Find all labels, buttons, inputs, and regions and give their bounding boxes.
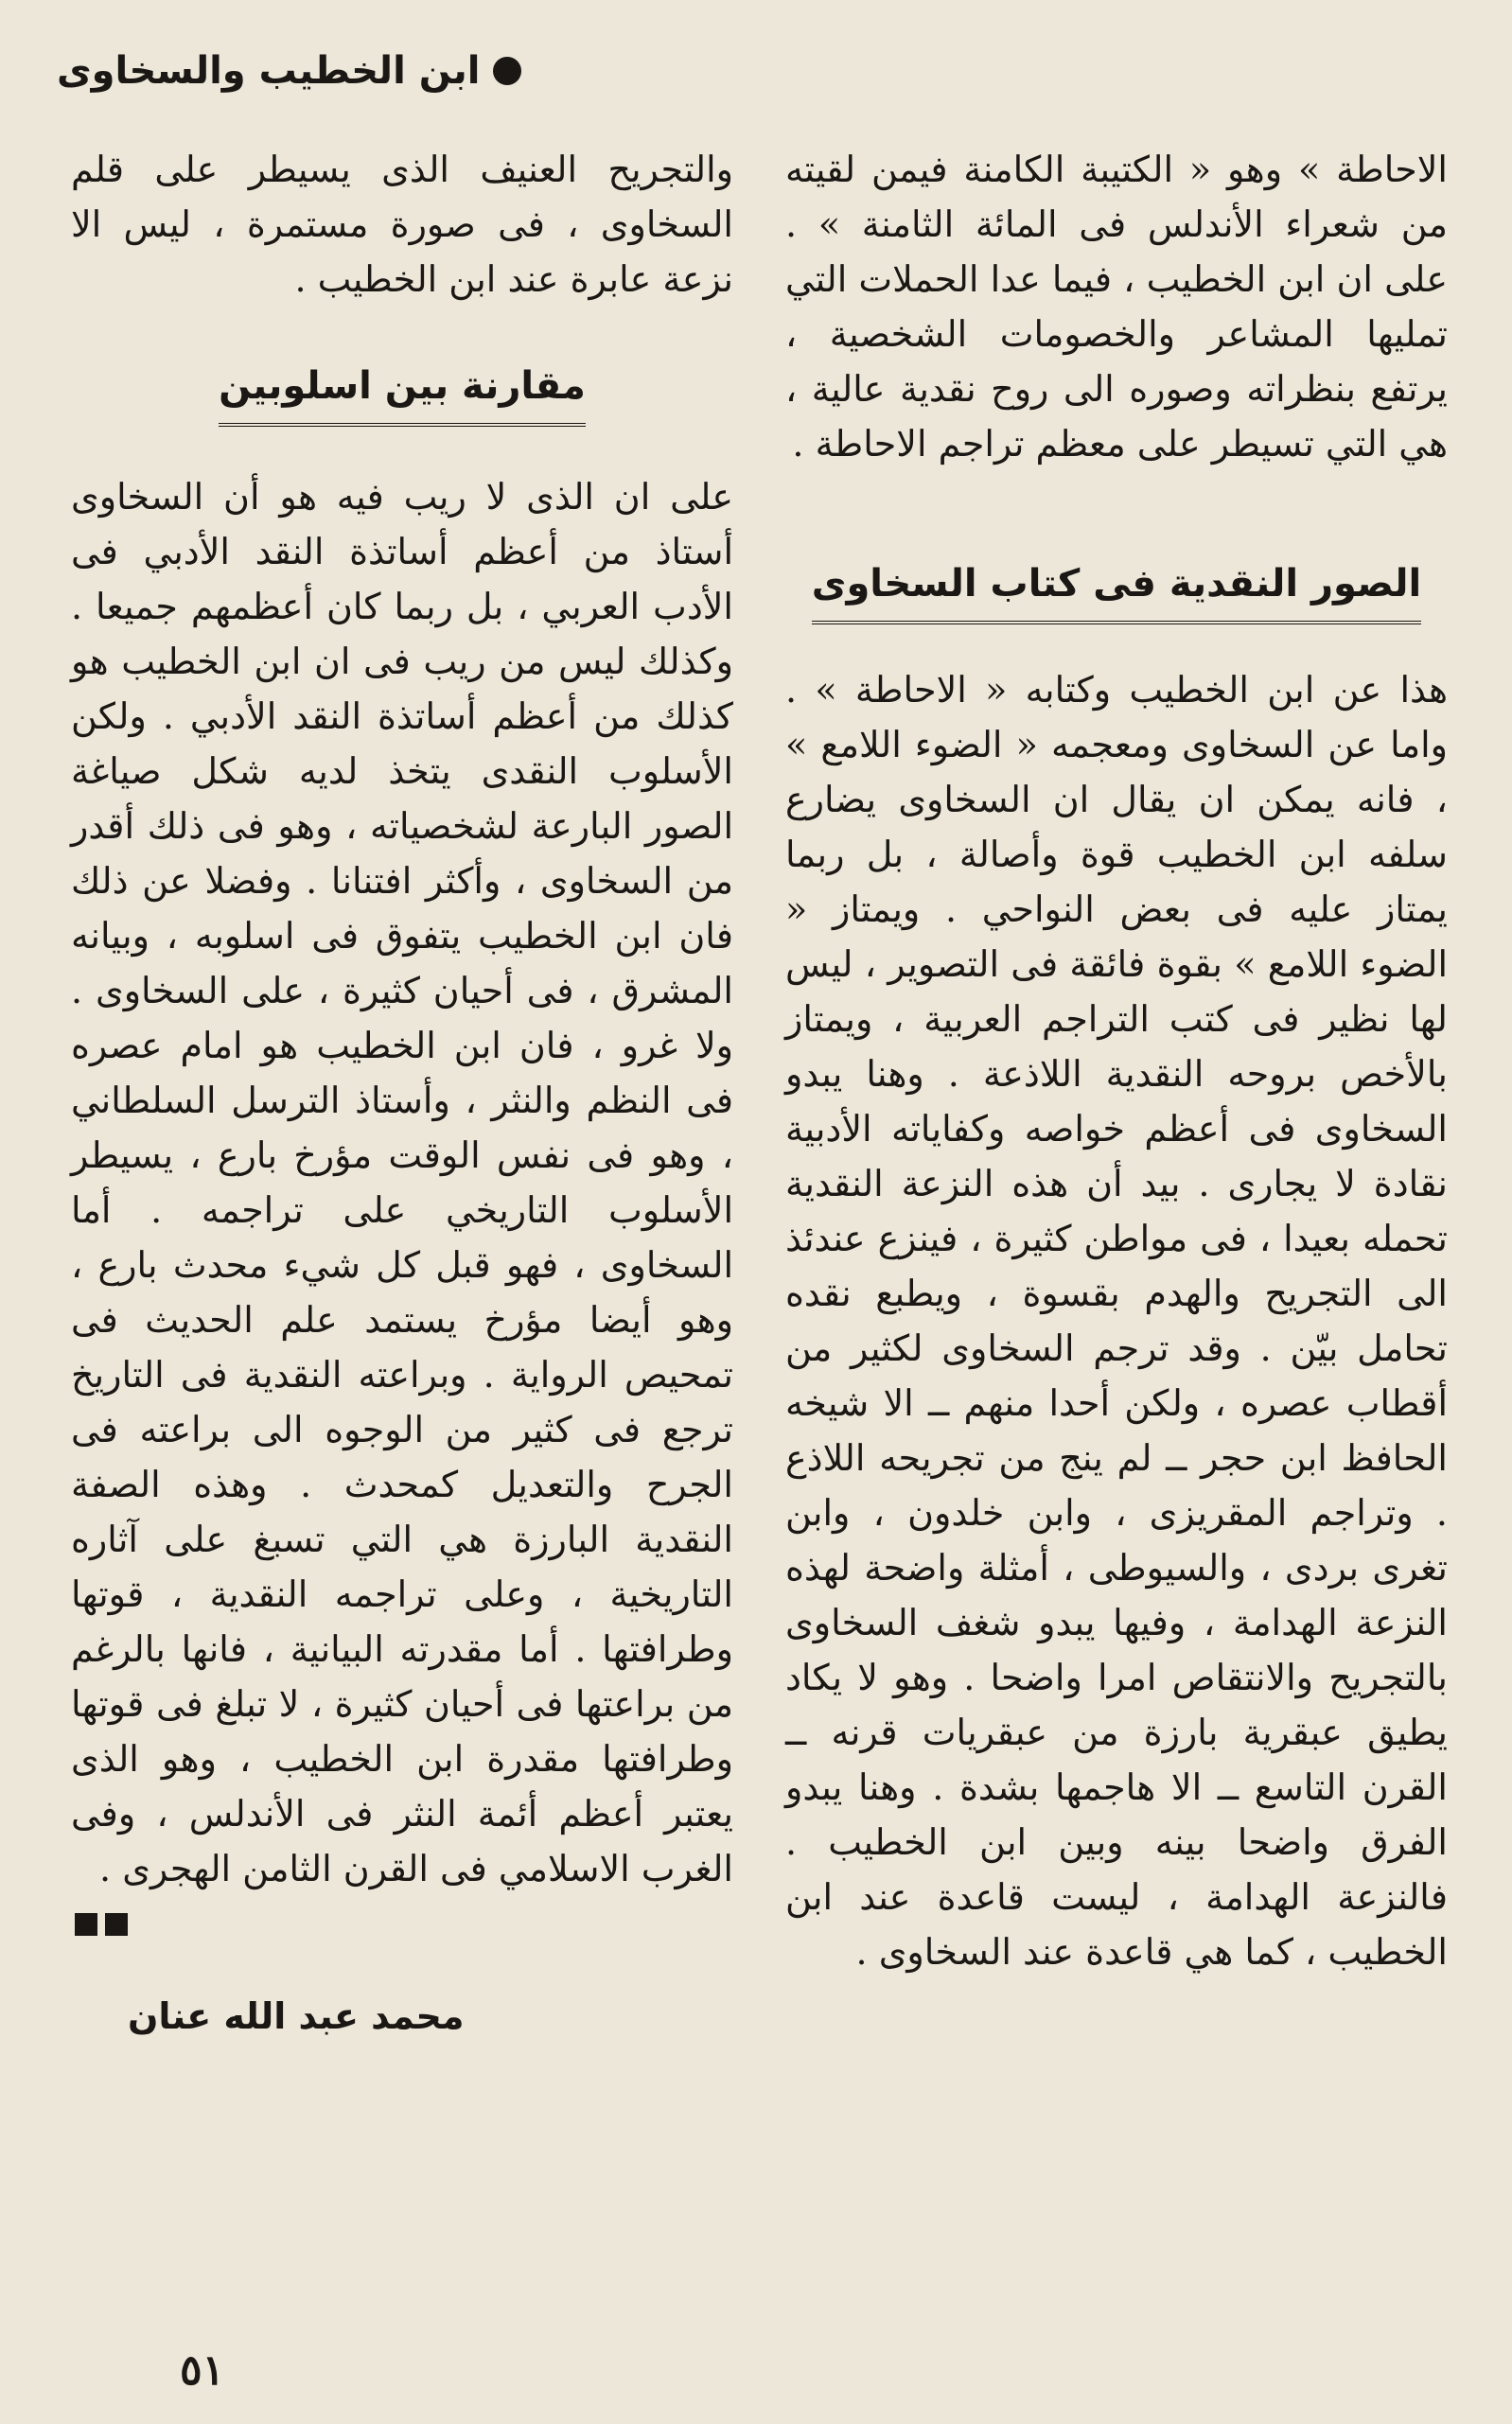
running-header-title: ابن الخطيب والسخاوى bbox=[57, 49, 481, 93]
end-of-article-icon bbox=[71, 1913, 128, 1936]
right-heading-wrap bbox=[785, 556, 1448, 624]
left-body-paragraph: على ان الذى لا ريب فيه هو أن السخاوى أستاذ من أعظم أساتذة النقد الأدبي فى الأدب العربي ، بل ربما كان أعظمهم جميعا . وكذلك ليس من ريب فى ان ابن الخطيب هو كذلك من أعظم أساتذة النقد الأدبي . ولكن الأسلوب النقدى يتخذ لديه شكل صياغة الصور البارعة لشخصياته ، وهو فى ذلك أقدر من السخاوى ، وأكثر افتنانا . وفضلا عن ذلك فان ابن الخطيب يتفوق فى اسلوبه ، وبيانه المشرق ، فى أحيان كثيرة ، على السخاوى . ولا غرو ، فان ابن الخطيب هو امام عصره فى النظم والنثر ، وأستاذ الترسل السلطاني ، وهو فى نفس الوقت مؤرخ بارع ، يسيطر الأسلوب التاريخي على تراجمه . أما السخاوى ، فهو قبل كل شيء محدث بارع ، وهو أيضا مؤرخ يستمد علم الحديث فى تمحيص الرواية . وبراعته النقدية فى التاريخ ترجع فى كثير من الوجوه الى براعته فى الجرح والتعديل كمحدث . وهذه الصفة النقدية البارزة هي التي تسبغ على آثاره التاريخية ، وعلى تراجمه النقدية ، قوتها وطرافتها . أما مقدرته البيانية ، فانها بالرغم من براعتها فى أحيان كثيرة ، لا تبلغ فى قوتها وطرافتها مقدرة ابن الخطيب ، وهو الذى يعتبر أعظم أئمة النثر فى الأندلس ، وفى الغرب الاسلامي فى القرن الثامن الهجرى . bbox=[71, 476, 733, 1889]
page-number: ٥١ bbox=[180, 2346, 225, 2395]
author-signature: محمد عبد الله عنان bbox=[128, 1995, 465, 2037]
right-column bbox=[785, 142, 1448, 1979]
end-mark-wrap bbox=[71, 1896, 733, 1951]
bullet-icon bbox=[493, 57, 521, 85]
section-heading-comparison: مقارنة بين اسلوبين bbox=[219, 359, 586, 427]
left-column bbox=[71, 142, 733, 2044]
right-intro-paragraph: الاحاطة » وهو « الكتيبة الكامنة فيمن لقيته من شعراء الأندلس فى المائة الثامنة » . على ان ابن الخطيب ، فيما عدا الحملات التي تمليها المشاعر والخصومات الشخصية ، يرتفع بنظراته وصوره الى روح نقدية عالية ، هي التي تسيطر على معظم تراجم الاحاطة . bbox=[785, 149, 1448, 465]
left-intro-paragraph: والتجريح العنيف الذى يسيطر على قلم السخاوى ، فى صورة مستمرة ، ليس الا نزعة عابرة عند ابن الخطيب . bbox=[71, 149, 733, 300]
left-heading-wrap bbox=[71, 359, 733, 427]
right-body-paragraph: هذا عن ابن الخطيب وكتابه « الاحاطة » . واما عن السخاوى ومعجمه « الضوء اللامع » ، فانه يمكن ان يقال ان السخاوى يضارع سلفه ابن الخطيب قوة وأصالة ، بل ربما يمتاز عليه فى بعض النواحي . ويمتاز « الضوء اللامع » بقوة فائقة فى التصوير ، ليس لها نظير فى كتب التراجم العربية ، ويمتاز بالأخص بروحه النقدية اللاذعة . وهنا يبدو السخاوى فى أعظم خواصه وكفاياته الأدبية نقادة لا يجارى . بيد أن هذه النزعة النقدية تحمله بعيدا ، فى مواطن كثيرة ، فينزع عندئذ الى التجريح والهدم بقسوة ، ويطبع نقده تحامل بيّن . وقد ترجم السخاوى لكثير من أقطاب عصره ، ولكن أحدا منهم ــ الا شيخه الحافظ ابن حجر ــ لم ينج من تجريحه اللاذع . وتراجم المقريزى ، وابن خلدون ، وابن تغرى بردى ، والسيوطى ، أمثلة واضحة لهذه النزعة الهدامة ، وفيها يبدو شغف السخاوى بالتجريح والانتقاص امرا واضحا . وهو لا يكاد يطيق عبقرية بارزة من عبقريات قرنه ــ القرن التاسع ــ الا هاجمها بشدة . وهنا يبدو الفرق واضحا بينه وبين ابن الخطيب . فالنزعة الهدامة ، ليست قاعدة عند ابن الخطيب ، كما هي قاعدة عند السخاوى . bbox=[785, 669, 1448, 1973]
running-header bbox=[57, 49, 521, 93]
section-heading-critical-images: الصور النقدية فى كتاب السخاوى bbox=[812, 556, 1421, 624]
